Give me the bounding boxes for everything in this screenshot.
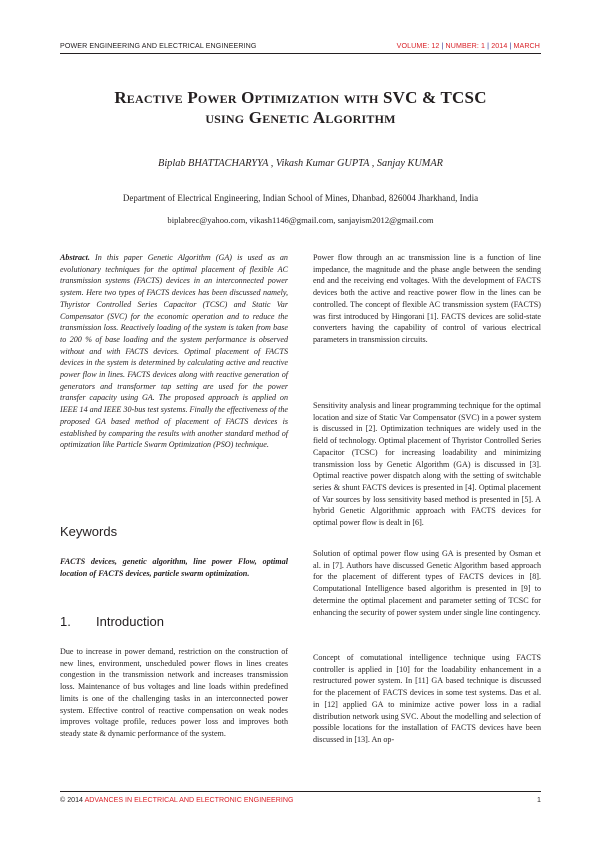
page-number: 1 bbox=[537, 796, 541, 804]
section-heading bbox=[60, 614, 164, 629]
keywords-text: FACTS devices, genetic algorithm, line power Flow, optimal location of FACTS devices, particle swarm optimization. bbox=[60, 557, 288, 578]
paragraph: Solution of optimal power flow using GA is presented by Osman et al. in [7]. Authors have discussed Genetic Algorithm based approach for the placement of different types of FACTS devices in [8]. Computational Intelligence based algorithm is presented in [9] to determine the optimal placement and parameter setting of TCSC for enhancing the security of power system under single line contingency. bbox=[313, 549, 541, 617]
affiliation: Department of Electrical Engineering, Indian School of Mines, Dhanbad, 826004 Jharkhand, India bbox=[122, 193, 479, 203]
paragraph: Concept of comutational intelligence technique using FACTS controller is applied in [10] for the loadability enhancement in a restructured power system. In [11] GA based technique is discussed for the placement of FACTS devices in some test systems. Das et al. in [12] applied GA to minimize active power loss in a radial distribution network using SVC. About the modelling and selection of possible locations for the installation of FACTS devices have been discussed in [13]. An op- bbox=[313, 653, 541, 744]
header-rule bbox=[60, 53, 541, 54]
paragraph: Sensitivity analysis and linear programming technique for the optimal location and size of Static Var Compensator (SVC) in a power system is discussed in [2]. Optimization techniques are widely used in the field of technology. Optimal placement of Thyristor Controlled Series Capacitor (TCSC) for increasing loadability and minimizing transmission loss by Genetic Algorithm (GA) is discussed in [3]. Optimal reactive power dispatch along with the setting of switchable series & shunt FACTS devices is presented in [4]. Optimal placement of Var sources by loss sensitivity based method is presented in [5]. A hybrid Genetic Algorithmic approach with FACTS devices for optimal power flow is dealt in [6]. bbox=[313, 401, 541, 528]
running-header bbox=[60, 42, 540, 52]
author-emails: biplabrec@yahoo.com, vikash1146@gmail.com, sanjayism2012@gmail.com bbox=[167, 215, 434, 225]
right-paragraph-3 bbox=[313, 548, 541, 618]
abstract-text: In this paper Genetic Algorithm (GA) is used as an evolutionary techniques for the optimal placement of flexible AC transmission systems (FACTS) devices in an interconnected power system. Here two types of FACTS devices has been discussed namely, Thyristor Controlled Series Capacitor (TCSC) and Static Var Compensator (SVC) for the economic operation and to reduce the transmission loss. Reactively loading of the system is taken from base to 200 % of base loading and the system performance is observed without and with FACTS devices. Optimal placement of FACTS devices in the system is determined by calculating active and reactive power flow in lines. FACTS devices along with reactive generation of generators and transformer tap setting are used for the power transfer capacity using GA. The proposed approach is applied on IEEE 14 and IEEE 30-bus test systems. Finally the effectiveness of the proposed GA based method of placement of FACTS devices is established by comparing the results with another standard method of optimization like Particle Swarm Optimization (PSO) technique. bbox=[60, 253, 288, 450]
separator: | bbox=[487, 42, 490, 50]
footer-left bbox=[60, 796, 294, 804]
number: NUMBER: 1 bbox=[445, 42, 486, 50]
paper-title bbox=[60, 88, 541, 128]
issue-info bbox=[397, 42, 540, 50]
separator: | bbox=[509, 42, 512, 50]
separator: | bbox=[441, 42, 444, 50]
title-line-1: Reactive Power Optimization with SVC & TCSC bbox=[114, 88, 487, 107]
abstract-label: Abstract. bbox=[60, 253, 90, 262]
month: MARCH bbox=[513, 42, 540, 50]
right-paragraph-2 bbox=[313, 400, 541, 529]
volume: VOLUME: 12 bbox=[396, 42, 440, 50]
authors: Biplab BHATTACHARYYA , Vikash Kumar GUPTA , Sanjay KUMAR bbox=[158, 158, 443, 169]
section-number: 1. bbox=[60, 614, 71, 629]
right-paragraph-4 bbox=[313, 652, 541, 746]
intro-paragraph bbox=[60, 646, 288, 740]
keywords-heading: Keywords bbox=[60, 524, 118, 539]
running-footer bbox=[60, 796, 541, 808]
journal-name: ADVANCES IN ELECTRICAL AND ELECTRONIC ENGINEERING bbox=[84, 796, 294, 804]
title-line-2: using Genetic Algorithm bbox=[205, 108, 396, 127]
paragraph: Due to increase in power demand, restriction on the construction of new lines, environment, unscheduled power flows in lines creates congestion in the transmission network and increases transmission loss. Maintenance of bus voltages and line loads within predefined limits is one of the challenging tasks in an interconnected power system. Effective control of reactive compensation on weak nodes improves voltage profile, reduces power loss and improves both steady state & dynamic performance of the system. bbox=[60, 647, 288, 738]
paragraph: Power flow through an ac transmission line is a function of line impedance, the magnitude and the phase angle between the sending end and the receiving end voltages. With the development of FACTS devices both the active and reactive power flow in the lines can be controlled. The concept of flexible AC transmission system (FACTS) was first introduced by Hingorani [1]. FACTS devices are solid-state converters having the capability of control of various electrical parameters in transmission circuits. bbox=[313, 253, 541, 344]
abstract bbox=[60, 252, 288, 451]
year: 2014 bbox=[491, 42, 508, 50]
section-title: Introduction bbox=[96, 614, 164, 629]
journal-section: POWER ENGINEERING AND ELECTRICAL ENGINEERING bbox=[60, 42, 257, 50]
right-paragraph-1 bbox=[313, 252, 541, 346]
footer-rule bbox=[60, 791, 541, 792]
copyright: © 2014 bbox=[60, 796, 83, 804]
